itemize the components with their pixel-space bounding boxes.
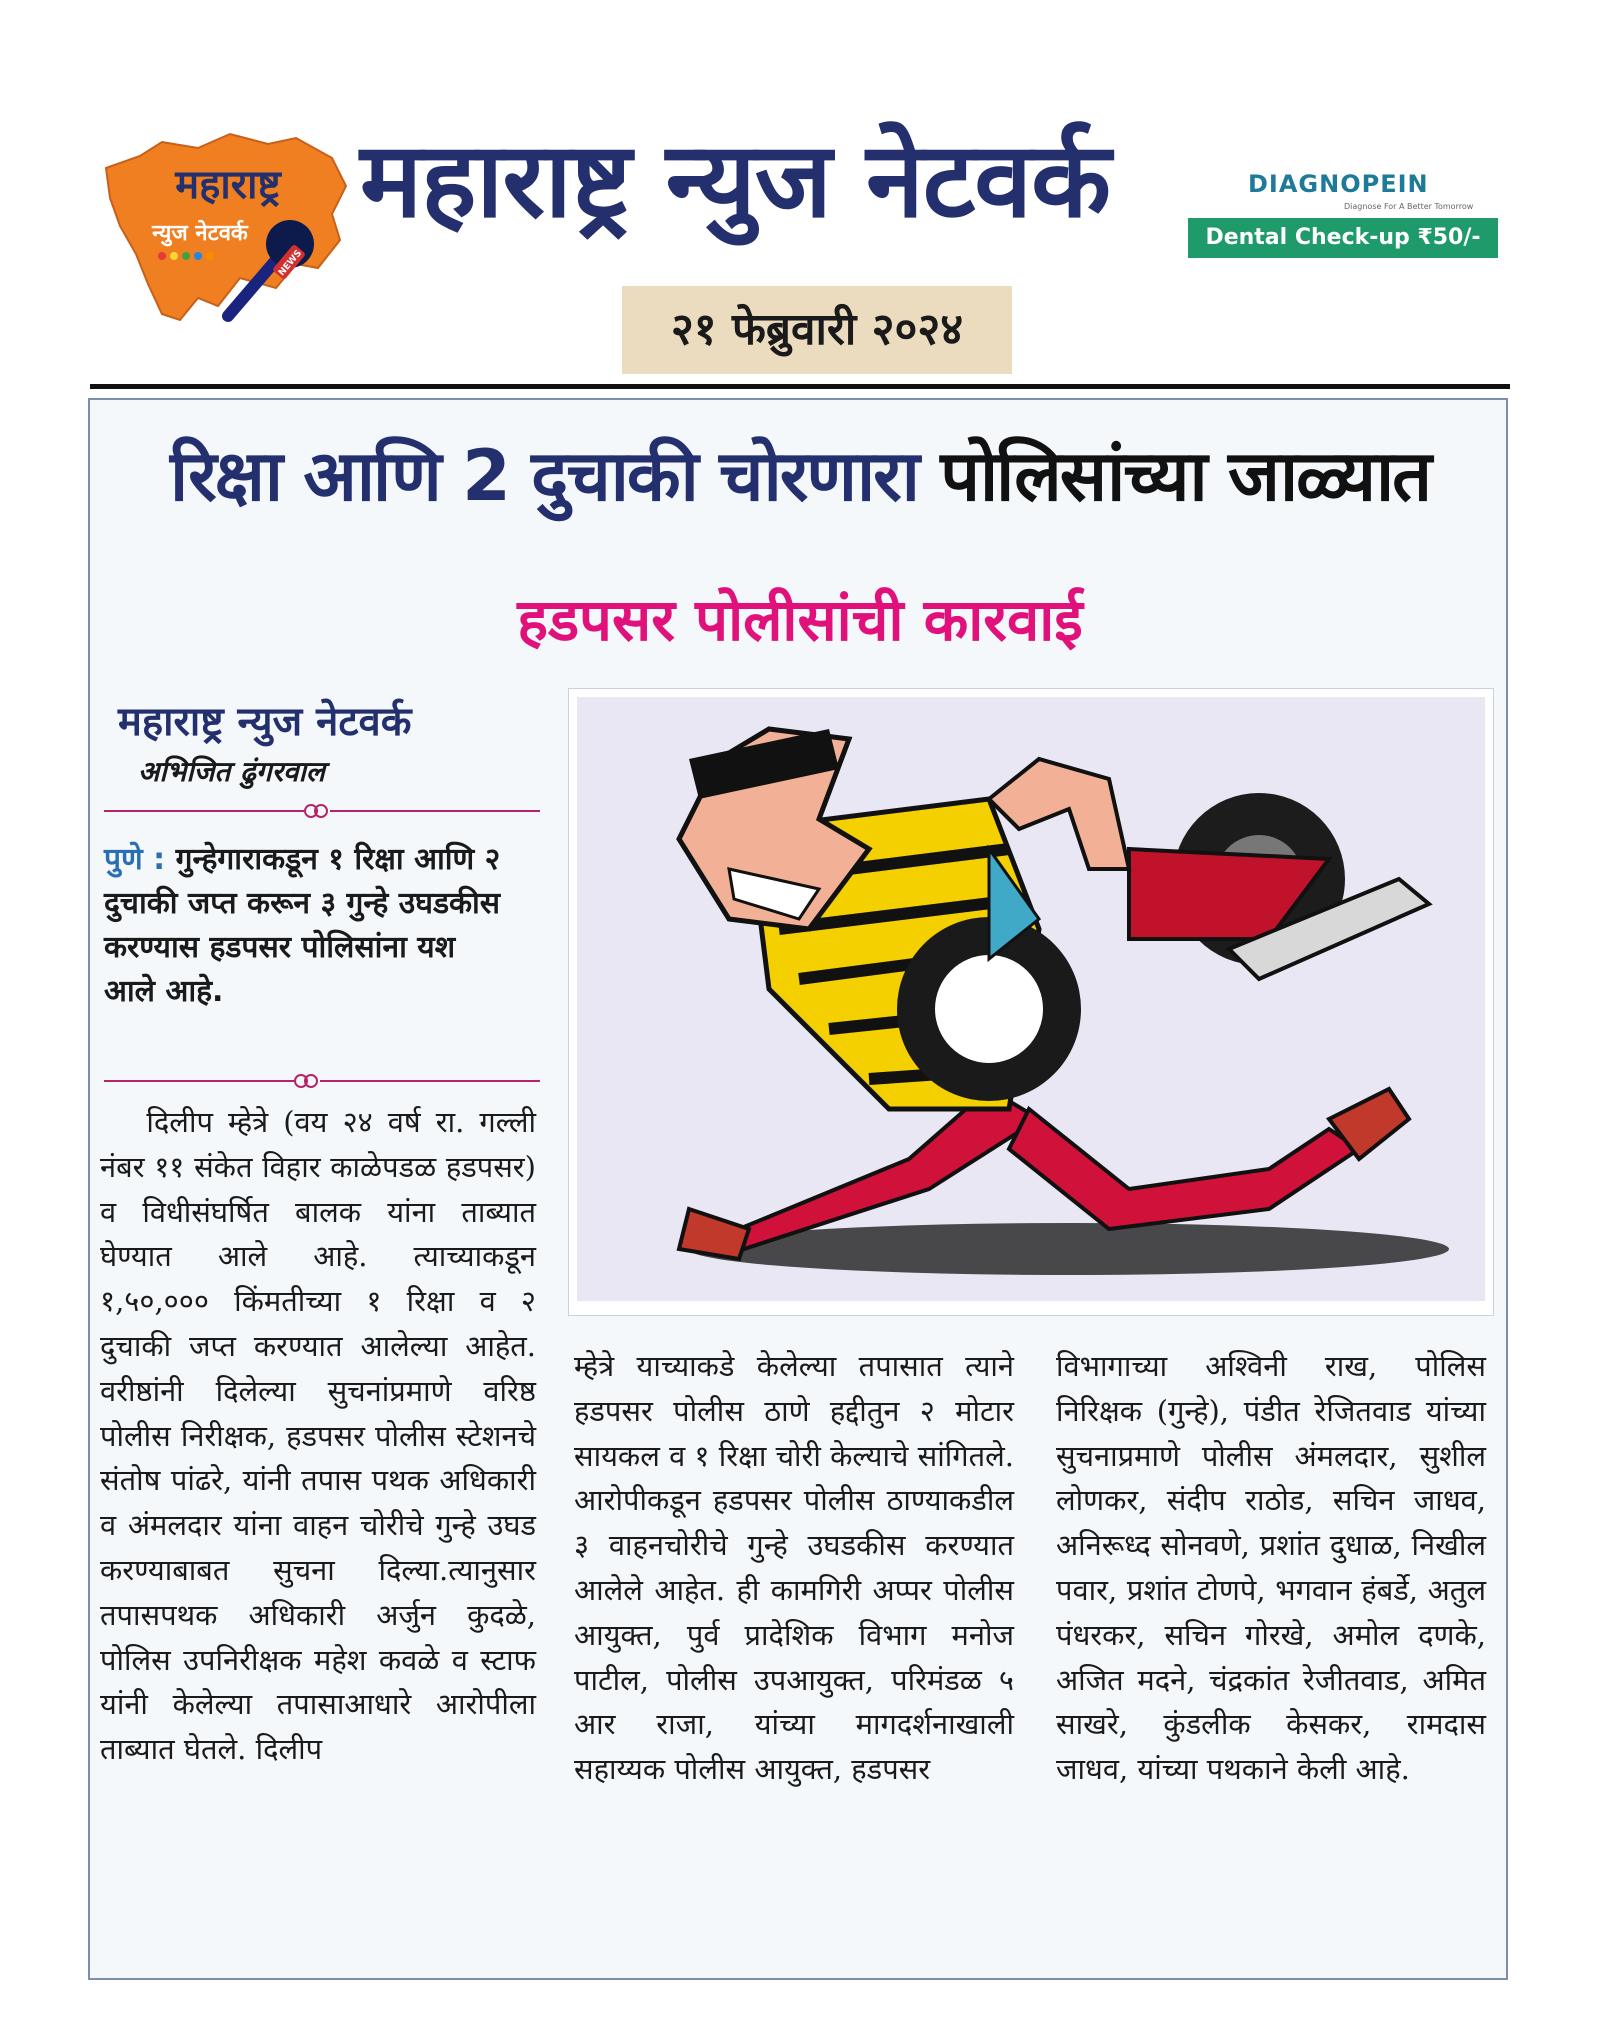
article-column-2: म्हेत्रे याच्याकडे केलेल्या तपासात त्याने हडपसर पोलीस ठाणे हद्दीतुन २ मोटार सायकल व १ रिक्षा चोरी केल्याचे सांगितले. आरोपीकडून हडपसर पोलीस ठाण्याकडील ३ वाहनचोरीचे गुन्हे उघडकीस करण्यात आलेले आहेत. ही कामगिरी अप्पर पोलीस आयुक्त, पुर्व प्रादेशिक विभाग मनोज पाटील, पोलीस उपआयुक्त, परिमंडळ ५ आर राजा, यांच्या मागदर्शनाखाली सहाय्यक पोलीस आयुक्त, हडपसर — [574, 1349, 1014, 1787]
ad-brand: DIAGNOPEIN — [1248, 170, 1429, 198]
issue-date: २१ फेब्रुवारी २०२४ — [622, 286, 1012, 374]
divider-ornament-icon — [302, 802, 330, 820]
article-column-3: विभागाच्या अश्विनी राख, पोलिस निरिक्षक (गुन्हे), पंडीत रेजितवाड यांच्या सुचनाप्रमाणे पोलीस अंमलदार, सुशील लोणकर, संदीप राठोड, सचिन जाधव, अनिरूध्द सोनवणे, प्रशांत दुधाळ, निखील पवार, प्रशांत टोणपे, भगवान हंबर्डे, अतुल पंधरकर, सचिन गोरखे, अमोल दणके, अजित मदने, चंद्रकांत रेजीतवाड, अमित साखरे, कुंडलीक केसकर, रामदास जाधव, यांच्या पथकाने केली आहे. — [1056, 1349, 1486, 1787]
article-lead — [104, 838, 510, 1014]
masthead-title: महाराष्ट्र न्युज नेटवर्क — [360, 119, 1110, 241]
ad-offer: Dental Check-up ₹50/- — [1188, 218, 1498, 258]
byline-org: महाराष्ट्र न्युज नेटवर्क — [118, 699, 412, 745]
divider-line — [104, 810, 304, 812]
headline-part-2: पोलिसांच्या जाळ्यात — [940, 435, 1431, 517]
mic-label: NEWS — [277, 248, 305, 279]
divider-line — [330, 810, 540, 812]
headline-part-1: रिक्षा आणि 2 दुचाकी चोरणारा — [169, 435, 918, 517]
divider-line — [104, 1080, 294, 1082]
article-image — [568, 688, 1494, 1316]
divider-line — [320, 1080, 540, 1082]
lead-dateline: पुणे : — [104, 842, 166, 877]
byline-author: अभिजित ढुंगरवाल — [138, 755, 325, 788]
ad-banner[interactable] — [1188, 166, 1498, 260]
logo-subtitle: न्युज नेटवर्क — [152, 221, 248, 246]
masthead-logo — [100, 128, 350, 328]
article-column-1: दिलीप म्हेत्रे (वय २४ वर्ष रा. गल्ली नंबर ११ संकेत विहार काळेपडळ हडपसर) व विधीसंघर्षित बालक यांना ताब्यात घेण्यात आले आहे. त्याच्याकडून १,५०,००० किंमतीच्या १ रिक्षा व २ दुचाकी जप्त करण्यात आलेल्या आहेत. वरीष्ठांनी दिलेल्या सुचनांप्रमाणे वरिष्ठ पोलीस निरीक्षक, हडपसर पोलीस स्टेशनचे संतोष पांढरे, यांनी तपास पथक अधिकारी व अंमलदार यांना वाहन चोरीचे गुन्हे उघड करण्याबाबत सुचना दिल्या.त्यानुसार तपासपथक अधिकारी अर्जुन कुदळे, पोलिस उपनिरीक्षक महेश कवळे व स्टाफ यांनी केलेल्या तपासाआधारे आरोपीला ताब्यात घेतले. दिलीप — [100, 1105, 536, 1767]
masthead-divider — [90, 384, 1510, 389]
article-headline — [100, 425, 1500, 521]
logo-title: महाराष्ट्र — [175, 162, 281, 208]
ad-tagline: Diagnose For A Better Tomorrow — [1344, 202, 1474, 211]
lead-text: गुन्हेगाराकडून १ रिक्षा आणि २ दुचाकी जप्त करून ३ गुन्हे उघडकीस करण्यास हडपसर पोलिसांना यश आले आहे. — [104, 842, 501, 1009]
divider-ornament-icon — [292, 1072, 320, 1090]
article-subheadline: हडपसर पोलीसांची कारवाई — [517, 586, 1083, 654]
